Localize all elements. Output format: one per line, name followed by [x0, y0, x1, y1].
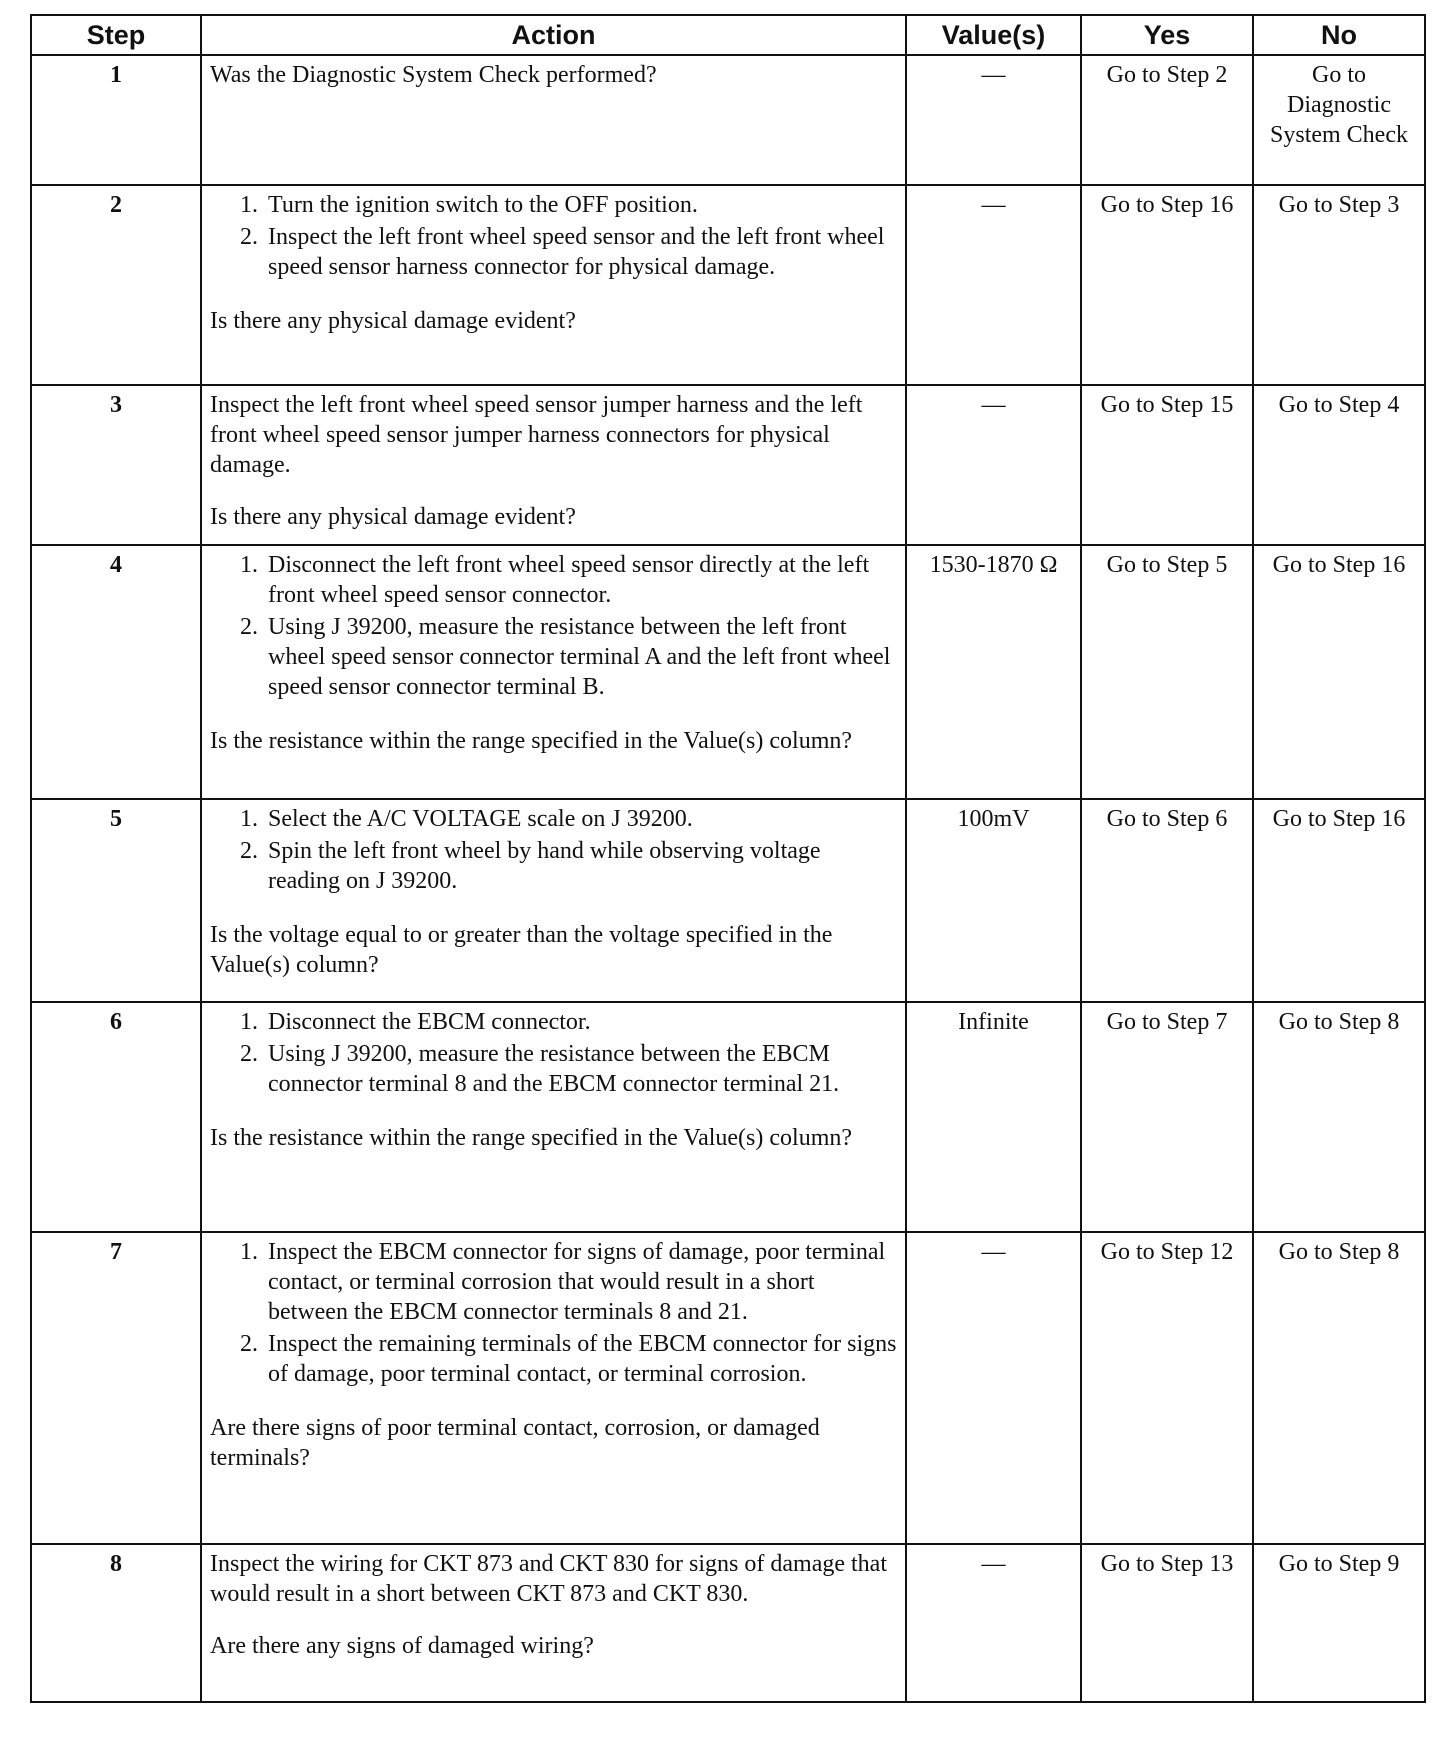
action-substep: 1. Select the A/C VOLTAGE scale on J 39200.: [264, 804, 897, 834]
action-substep: 1. Disconnect the EBCM connector.: [264, 1007, 897, 1037]
yes-cell: Go to Step 15: [1081, 385, 1253, 545]
step-number: 8: [31, 1544, 201, 1702]
action-substep: 1. Inspect the EBCM connector for signs of damage, poor terminal contact, or terminal corrosion that would result in a short between the EBCM connector terminals 8 and 21.: [264, 1237, 897, 1327]
yes-cell: Go to Step 6: [1081, 799, 1253, 1002]
table-row: [31, 545, 1425, 799]
value-cell: Infinite: [906, 1002, 1081, 1232]
action-substeps: [210, 1237, 897, 1389]
no-cell: Go to Diagnostic System Check: [1253, 55, 1425, 185]
step-number: 7: [31, 1232, 201, 1544]
no-cell: Go to Step 9: [1253, 1544, 1425, 1702]
action-cell: [201, 799, 906, 1002]
action-substep: 1. Turn the ignition switch to the OFF position.: [264, 190, 897, 220]
table-row: [31, 185, 1425, 385]
action-substeps: [210, 1007, 897, 1099]
table-row: [31, 1544, 1425, 1702]
table-row: [31, 799, 1425, 1002]
header-value: Value(s): [906, 15, 1081, 55]
action-substeps: [210, 550, 897, 702]
step-number: 5: [31, 799, 201, 1002]
action-substeps: [210, 804, 897, 896]
action-cell: [201, 1232, 906, 1544]
yes-cell: Go to Step 5: [1081, 545, 1253, 799]
action-intro: Was the Diagnostic System Check performed?: [210, 62, 657, 88]
value-cell: —: [906, 1232, 1081, 1544]
header-action: Action: [201, 15, 906, 55]
action-question: Are there any signs of damaged wiring?: [210, 1633, 594, 1659]
action-substep: 2. Inspect the left front wheel speed sensor and the left front wheel speed sensor harness connector for physical damage.: [264, 222, 897, 282]
value-cell: 1530-1870 Ω: [906, 545, 1081, 799]
no-cell: Go to Step 3: [1253, 185, 1425, 385]
value-cell: —: [906, 55, 1081, 185]
yes-cell: Go to Step 7: [1081, 1002, 1253, 1232]
action-substep: 2. Using J 39200, measure the resistance between the left front wheel speed sensor connector terminal A and the left front wheel speed sensor connector terminal B.: [264, 612, 897, 702]
value-cell: —: [906, 1544, 1081, 1702]
action-cell: [201, 545, 906, 799]
action-substep: 2. Inspect the remaining terminals of the EBCM connector for signs of damage, poor terminal contact, or terminal corrosion.: [264, 1329, 897, 1389]
no-cell: Go to Step 4: [1253, 385, 1425, 545]
action-substeps: [210, 190, 897, 282]
action-cell: [201, 185, 906, 385]
no-cell: Go to Step 16: [1253, 545, 1425, 799]
yes-cell: Go to Step 12: [1081, 1232, 1253, 1544]
action-substep: 1. Disconnect the left front wheel speed sensor directly at the left front wheel speed sensor connector.: [264, 550, 897, 610]
step-number: 6: [31, 1002, 201, 1232]
value-cell: —: [906, 385, 1081, 545]
no-cell: Go to Step 8: [1253, 1232, 1425, 1544]
action-question: Is the resistance within the range specified in the Value(s) column?: [210, 1125, 853, 1151]
action-question: Is there any physical damage evident?: [210, 504, 576, 530]
yes-cell: Go to Step 13: [1081, 1544, 1253, 1702]
action-question: Is there any physical damage evident?: [210, 308, 576, 334]
step-number: 3: [31, 385, 201, 545]
table-row: [31, 55, 1425, 185]
yes-cell: Go to Step 16: [1081, 185, 1253, 385]
action-question: Is the voltage equal to or greater than the voltage specified in the Value(s) column?: [210, 922, 833, 978]
diagnostic-table: [30, 14, 1426, 1703]
no-cell: Go to Step 8: [1253, 1002, 1425, 1232]
table-row: [31, 1002, 1425, 1232]
action-cell: [201, 55, 906, 185]
step-number: 1: [31, 55, 201, 185]
yes-cell: Go to Step 2: [1081, 55, 1253, 185]
header-step: Step: [31, 15, 201, 55]
action-substep: 2. Spin the left front wheel by hand while observing voltage reading on J 39200.: [264, 836, 897, 896]
action-question: Is the resistance within the range specified in the Value(s) column?: [210, 728, 853, 754]
action-cell: [201, 1002, 906, 1232]
table-row: [31, 385, 1425, 545]
action-intro: Inspect the left front wheel speed sensor jumper harness and the left front wheel speed sensor jumper harness connectors for physical damage.: [210, 392, 863, 478]
header-row: [31, 15, 1425, 55]
action-intro: Inspect the wiring for CKT 873 and CKT 830 for signs of damage that would result in a short between CKT 873 and CKT 830.: [210, 1551, 887, 1607]
action-cell: [201, 1544, 906, 1702]
action-substep: 2. Using J 39200, measure the resistance between the EBCM connector terminal 8 and the EBCM connector terminal 21.: [264, 1039, 897, 1099]
action-cell: [201, 385, 906, 545]
action-question: Are there signs of poor terminal contact, corrosion, or damaged terminals?: [210, 1415, 820, 1471]
no-cell: Go to Step 16: [1253, 799, 1425, 1002]
table-row: [31, 1232, 1425, 1544]
header-no: No: [1253, 15, 1425, 55]
step-number: 4: [31, 545, 201, 799]
value-cell: 100mV: [906, 799, 1081, 1002]
header-yes: Yes: [1081, 15, 1253, 55]
step-number: 2: [31, 185, 201, 385]
value-cell: —: [906, 185, 1081, 385]
